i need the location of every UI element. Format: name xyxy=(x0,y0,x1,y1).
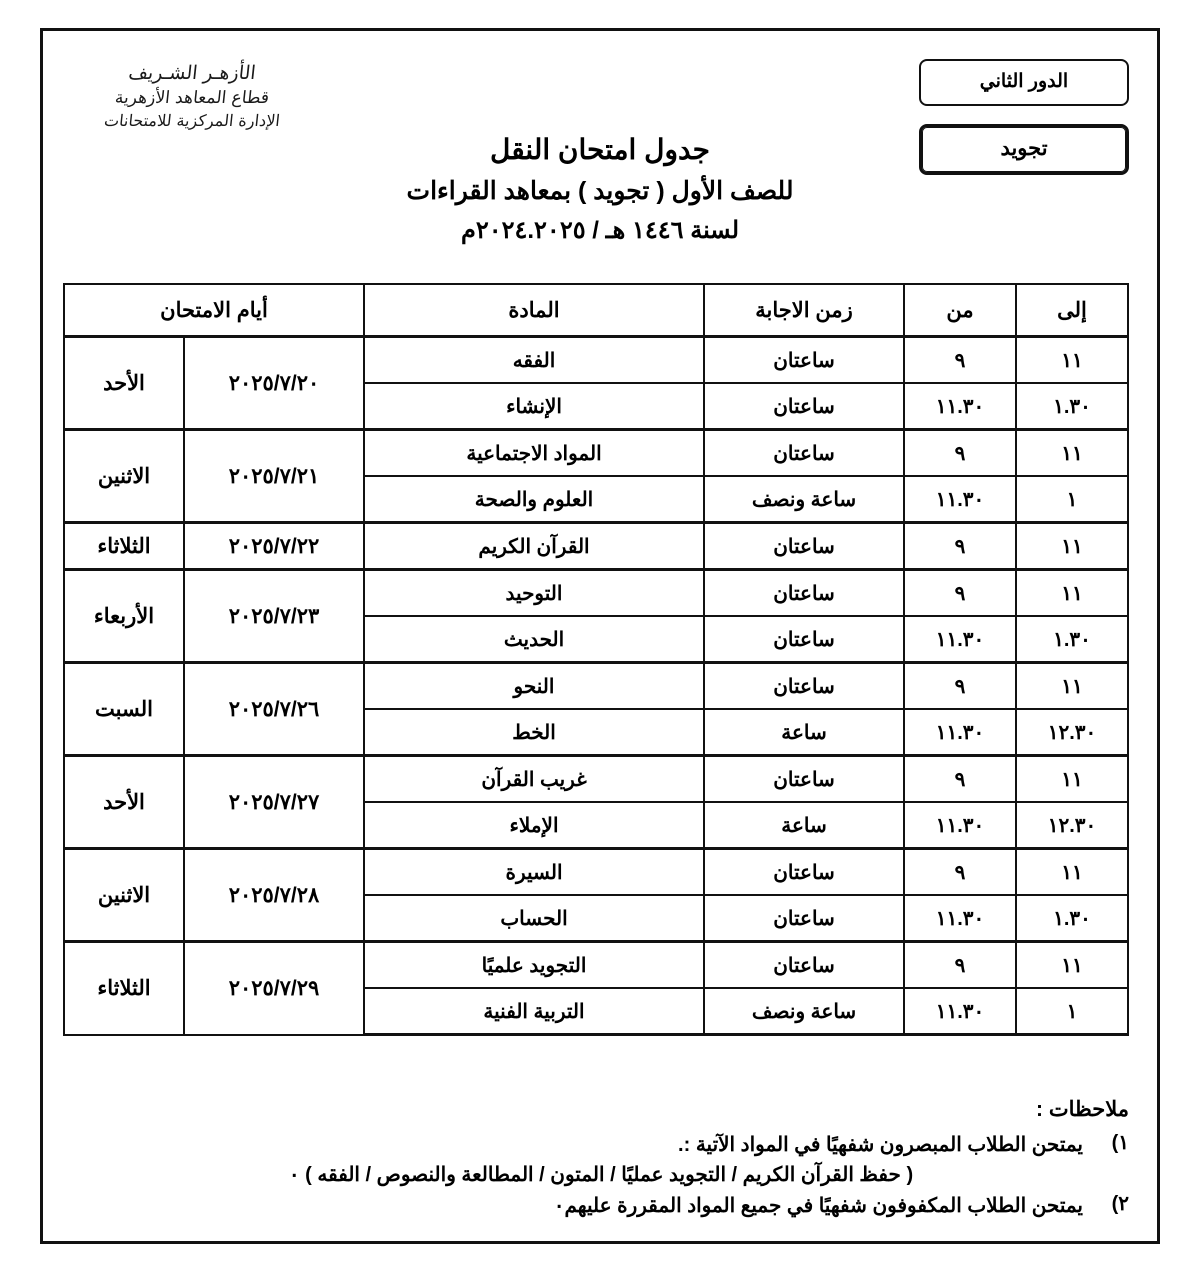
cell-to: ١١ xyxy=(1016,942,1128,989)
document-titles xyxy=(43,133,1157,245)
note-text: يمتحن الطلاب المبصرون شفهيًا في المواد الآتية :. xyxy=(678,1134,1083,1156)
cell-duration: ساعتان xyxy=(704,616,904,663)
cell-day: الأربعاء xyxy=(64,570,184,663)
cell-subject: الفقه xyxy=(364,337,704,384)
round-badge: الدور الثاني xyxy=(919,59,1129,106)
page-year: لسنة ١٤٤٦ هـ / ٢٠٢٤.٢٠٢٥م xyxy=(460,217,740,244)
cell-to: ١١ xyxy=(1016,337,1128,384)
notes-section xyxy=(73,1097,1129,1225)
cell-date: ٢٠٢٥/٧/٢٢ xyxy=(184,523,364,570)
cell-from: ٩ xyxy=(904,430,1016,477)
cell-to: ١٢.٣٠ xyxy=(1016,709,1128,756)
table-row xyxy=(64,756,1128,803)
logo-line-1: الأزهـر الشـريف xyxy=(127,62,257,84)
table-header-row xyxy=(64,284,1128,337)
cell-subject: الإنشاء xyxy=(364,383,704,430)
cell-duration: ساعتان xyxy=(704,663,904,710)
cell-from: ٩ xyxy=(904,663,1016,710)
cell-to: ١١ xyxy=(1016,523,1128,570)
cell-duration: ساعة ونصف xyxy=(704,476,904,523)
note-body xyxy=(73,1191,1083,1221)
cell-to: ١١ xyxy=(1016,756,1128,803)
cell-from: ٩ xyxy=(904,942,1016,989)
header-duration: زمن الاجابة xyxy=(704,284,904,337)
table-row xyxy=(64,337,1128,384)
note-body xyxy=(73,1130,1083,1187)
cell-from: ١١.٣٠ xyxy=(904,383,1016,430)
cell-from: ١١.٣٠ xyxy=(904,709,1016,756)
al-azhar-logo xyxy=(77,61,307,131)
list-item xyxy=(73,1191,1129,1221)
cell-duration: ساعتان xyxy=(704,895,904,942)
cell-date: ٢٠٢٥/٧/٢٠ xyxy=(184,337,364,430)
cell-date: ٢٠٢٥/٧/٢٨ xyxy=(184,849,364,942)
cell-duration: ساعتان xyxy=(704,849,904,896)
cell-from: ٩ xyxy=(904,523,1016,570)
logo-line-2: قطاع المعاهد الأزهرية xyxy=(113,87,271,108)
cell-from: ١١.٣٠ xyxy=(904,802,1016,849)
cell-date: ٢٠٢٥/٧/٢٣ xyxy=(184,570,364,663)
cell-duration: ساعتان xyxy=(704,570,904,617)
cell-to: ١ xyxy=(1016,988,1128,1035)
note-number: ١) xyxy=(1111,1132,1129,1154)
cell-duration: ساعتان xyxy=(704,756,904,803)
header-to: إلى xyxy=(1016,284,1128,337)
cell-subject: القرآن الكريم xyxy=(364,523,704,570)
cell-day: الأحد xyxy=(64,337,184,430)
document-header xyxy=(43,31,1157,281)
cell-day: الثلاثاء xyxy=(64,942,184,1035)
exam-schedule-sheet xyxy=(40,28,1160,1244)
cell-duration: ساعتان xyxy=(704,337,904,384)
cell-from: ١١.٣٠ xyxy=(904,895,1016,942)
table-row xyxy=(64,430,1128,477)
page-subtitle: للصف الأول ( تجويد ) بمعاهد القراءات xyxy=(406,177,794,205)
cell-from: ٩ xyxy=(904,756,1016,803)
cell-to: ١.٣٠ xyxy=(1016,383,1128,430)
cell-date: ٢٠٢٥/٧/٢٦ xyxy=(184,663,364,756)
cell-date: ٢٠٢٥/٧/٢٩ xyxy=(184,942,364,1035)
cell-to: ١.٣٠ xyxy=(1016,895,1128,942)
cell-to: ١.٣٠ xyxy=(1016,616,1128,663)
table-row xyxy=(64,523,1128,570)
cell-from: ٩ xyxy=(904,849,1016,896)
cell-subject: التربية الفنية xyxy=(364,988,704,1035)
cell-subject: التجويد علميًا xyxy=(364,942,704,989)
cell-subject: العلوم والصحة xyxy=(364,476,704,523)
cell-duration: ساعة xyxy=(704,802,904,849)
table-row xyxy=(64,942,1128,989)
cell-day: السبت xyxy=(64,663,184,756)
schedule-table-wrapper xyxy=(71,283,1129,1036)
cell-day: الاثنين xyxy=(64,849,184,942)
cell-to: ١٢.٣٠ xyxy=(1016,802,1128,849)
header-exam-days: أيام الامتحان xyxy=(64,284,364,337)
cell-duration: ساعتان xyxy=(704,942,904,989)
exam-schedule-table xyxy=(63,283,1129,1036)
logo-line-3: الإدارة المركزية للامتحانات xyxy=(103,110,281,130)
cell-subject: الإملاء xyxy=(364,802,704,849)
cell-from: ١١.٣٠ xyxy=(904,988,1016,1035)
cell-date: ٢٠٢٥/٧/٢١ xyxy=(184,430,364,523)
note-text: يمتحن الطلاب المكفوفون شفهيًا في جميع المواد المقررة عليهم٠ xyxy=(553,1195,1083,1217)
header-from: من xyxy=(904,284,1016,337)
cell-day: الاثنين xyxy=(64,430,184,523)
cell-day: الثلاثاء xyxy=(64,523,184,570)
track-badge: تجويد xyxy=(919,124,1129,175)
cell-subject: السيرة xyxy=(364,849,704,896)
cell-duration: ساعتان xyxy=(704,523,904,570)
cell-to: ١١ xyxy=(1016,570,1128,617)
cell-subject: الحساب xyxy=(364,895,704,942)
cell-to: ١ xyxy=(1016,476,1128,523)
cell-day: الأحد xyxy=(64,756,184,849)
cell-duration: ساعتان xyxy=(704,430,904,477)
cell-from: ١١.٣٠ xyxy=(904,476,1016,523)
cell-duration: ساعتان xyxy=(704,383,904,430)
cell-to: ١١ xyxy=(1016,430,1128,477)
cell-duration: ساعة ونصف xyxy=(704,988,904,1035)
table-row xyxy=(64,663,1128,710)
table-row xyxy=(64,849,1128,896)
cell-to: ١١ xyxy=(1016,663,1128,710)
notes-title: ملاحظات : xyxy=(1036,1098,1129,1121)
cell-from: ٩ xyxy=(904,337,1016,384)
cell-subject: المواد الاجتماعية xyxy=(364,430,704,477)
table-row xyxy=(64,570,1128,617)
cell-subject: النحو xyxy=(364,663,704,710)
cell-subject: التوحيد xyxy=(364,570,704,617)
page-title: جدول امتحان النقل xyxy=(490,134,710,165)
header-subject: المادة xyxy=(364,284,704,337)
cell-duration: ساعة xyxy=(704,709,904,756)
note-subtext: ( حفظ القرآن الكريم / التجويد عمليًا / المتون / المطالعة والنصوص / الفقه ) ٠ xyxy=(288,1164,914,1186)
cell-from: ١١.٣٠ xyxy=(904,616,1016,663)
cell-subject: الخط xyxy=(364,709,704,756)
cell-date: ٢٠٢٥/٧/٢٧ xyxy=(184,756,364,849)
note-number: ٢) xyxy=(1111,1193,1129,1215)
cell-subject: غريب القرآن xyxy=(364,756,704,803)
table-body xyxy=(64,337,1128,1035)
list-item xyxy=(73,1130,1129,1187)
cell-from: ٩ xyxy=(904,570,1016,617)
cell-to: ١١ xyxy=(1016,849,1128,896)
cell-subject: الحديث xyxy=(364,616,704,663)
